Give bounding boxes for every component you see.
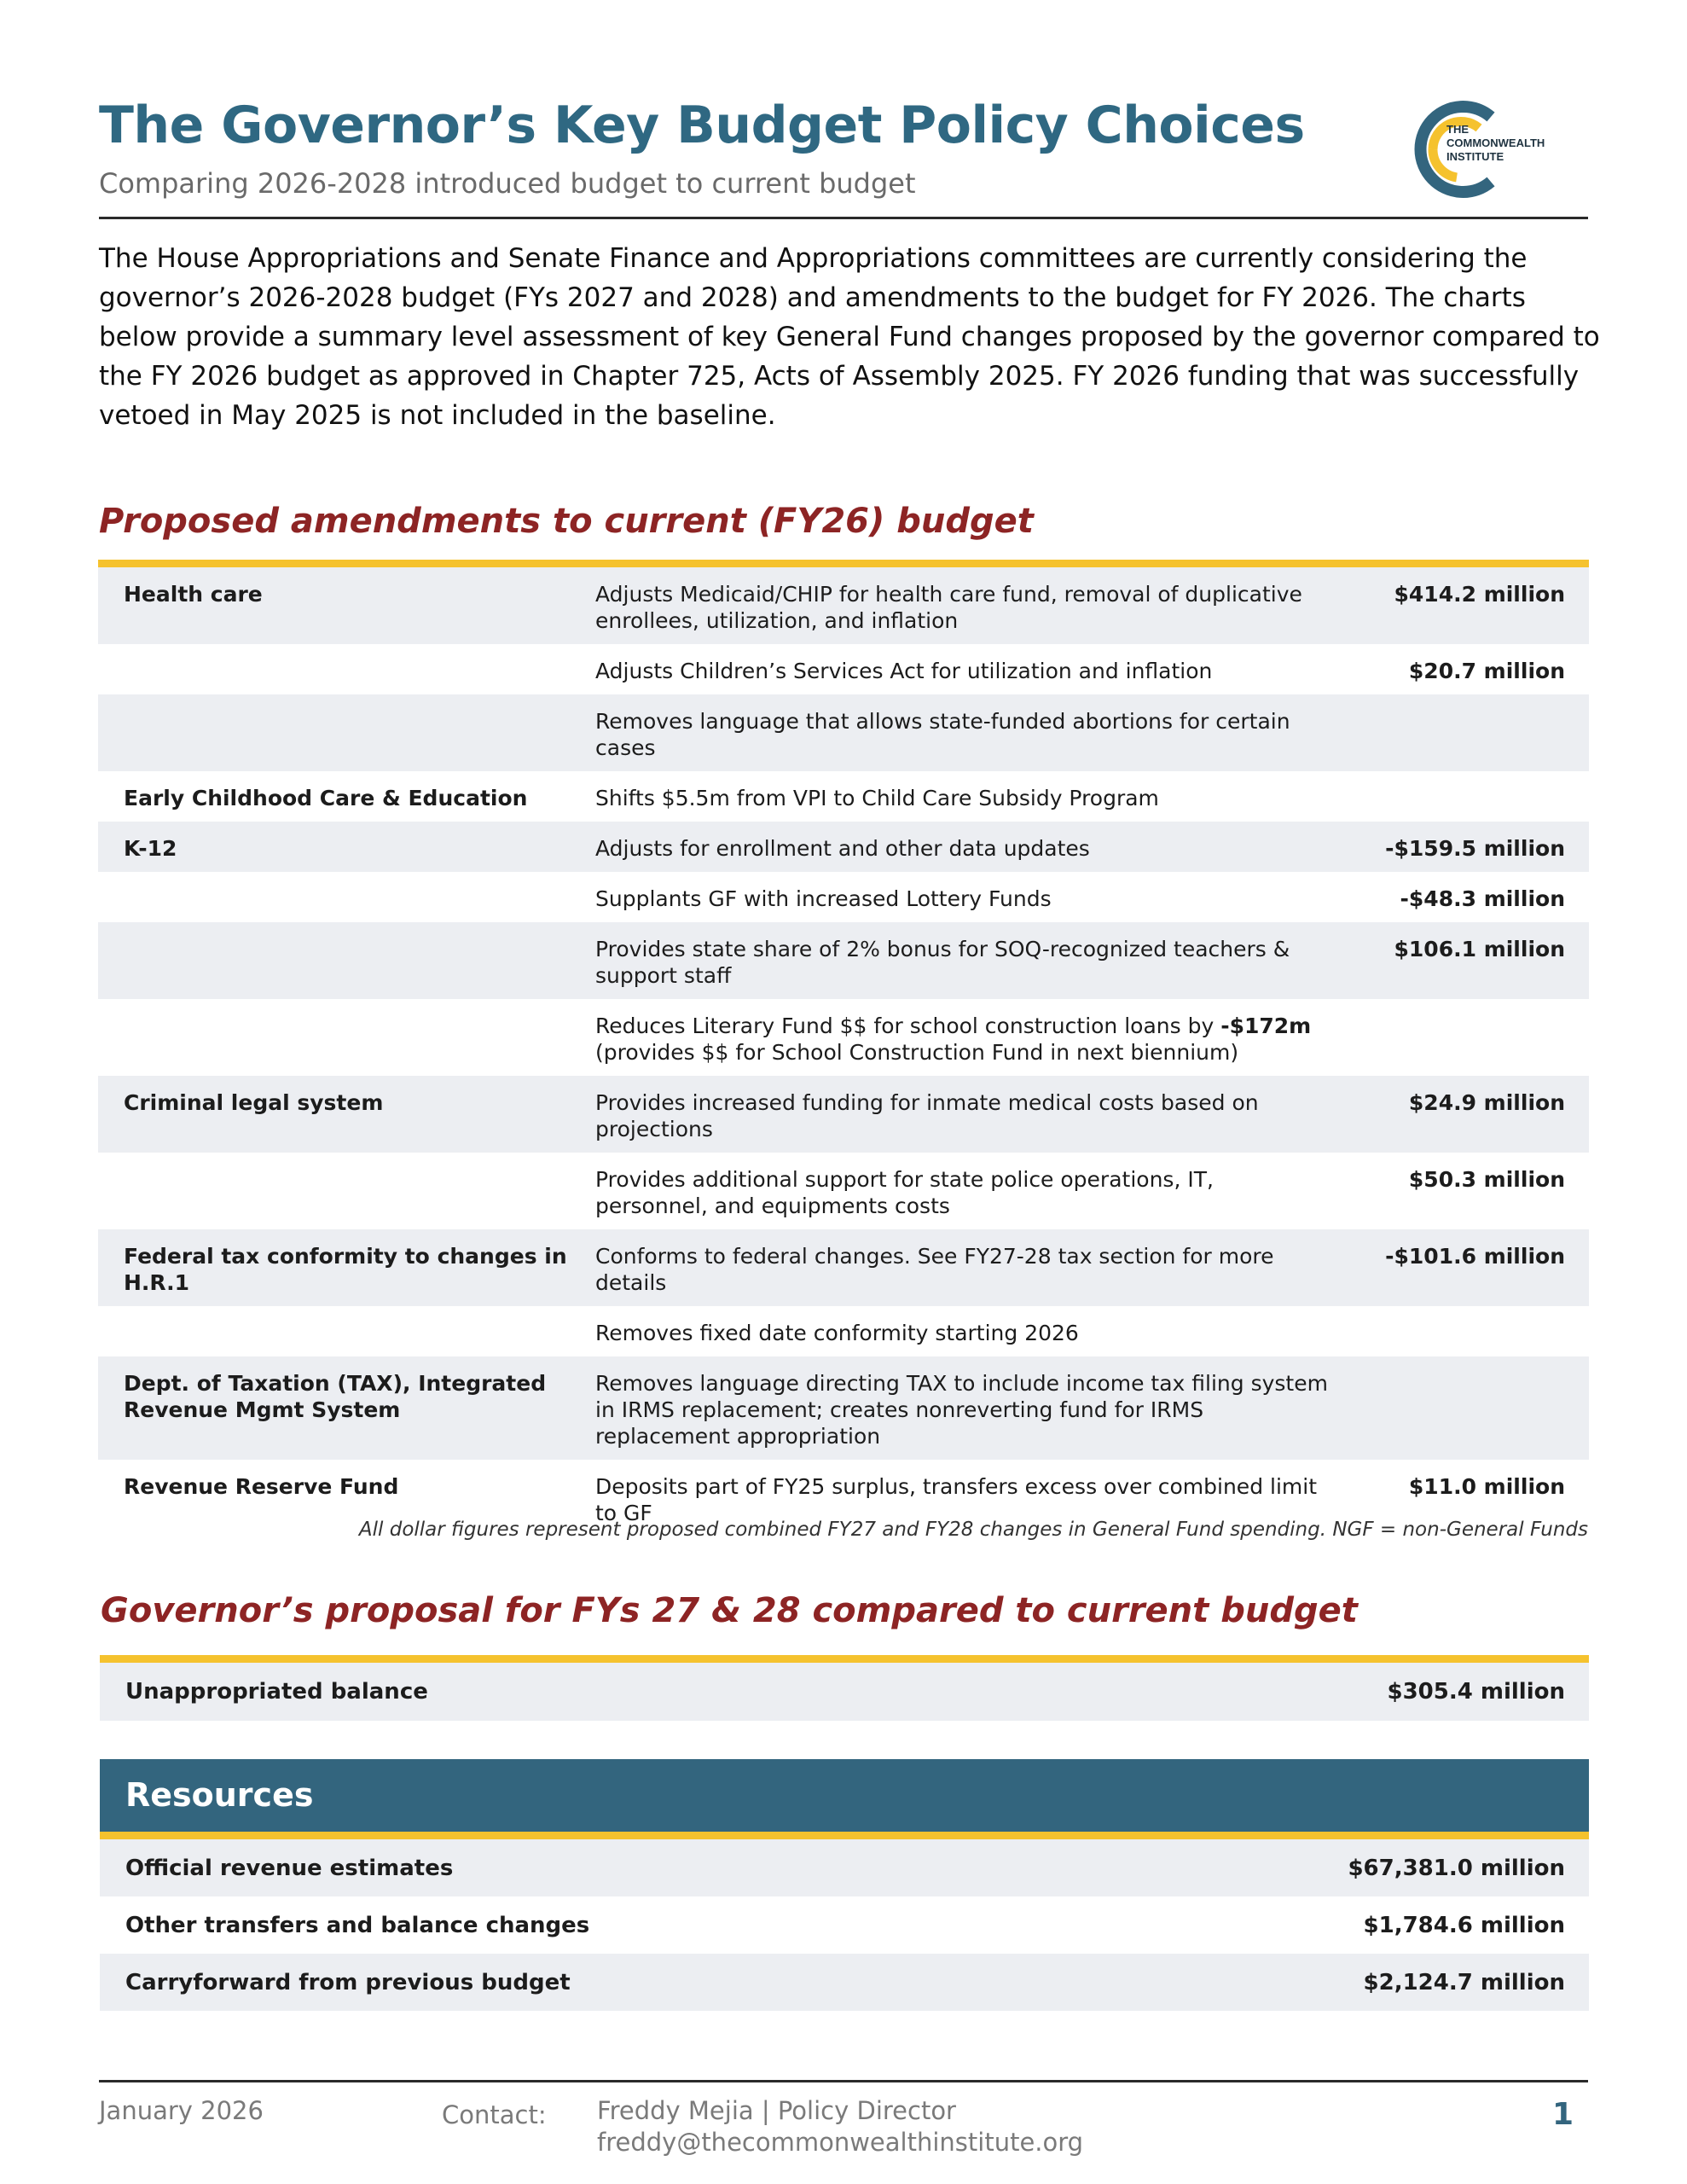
amendment-category: Early Childhood Care & Education <box>124 786 528 810</box>
unappropriated-balance-label: Unappropriated balance <box>125 1679 428 1705</box>
amendment-amount <box>1329 1013 1589 1066</box>
amendment-row <box>98 999 1589 1076</box>
amendment-row <box>98 872 1589 922</box>
amendment-description: Deposits part of FY25 surplus, transfers excess over combined limit to GF <box>595 1474 1317 1525</box>
resource-row <box>100 1839 1589 1896</box>
amendment-amount: $20.7 million <box>1408 659 1565 683</box>
resource-label: Official revenue estimates <box>125 1855 454 1881</box>
page-subtitle: Comparing 2026-2028 introduced budget to current budget <box>99 167 916 200</box>
amendment-category <box>98 1166 595 1219</box>
amendment-category <box>98 658 595 684</box>
footer-contact-email-link[interactable]: freddy@thecommonwealthinstitute.org <box>597 2128 1084 2157</box>
resources-header: Resources <box>100 1759 1589 1832</box>
amendment-description: Conforms to federal changes. See FY27-28 tax section for more details <box>595 1244 1274 1295</box>
amendment-category <box>98 1320 595 1346</box>
amendment-description: Adjusts for enrollment and other data updates <box>595 836 1090 861</box>
resource-amount: $1,784.6 million <box>1363 1912 1565 1938</box>
resources-accent-rule <box>100 1832 1589 1839</box>
amendment-description-emphasis: -$172m <box>1220 1014 1312 1038</box>
amendment-row <box>98 694 1589 771</box>
resource-label: Carryforward from previous budget <box>125 1969 571 1995</box>
resource-label: Other transfers and balance changes <box>125 1912 590 1938</box>
footer-date: January 2026 <box>99 2096 264 2125</box>
logo-wordmark <box>1446 123 1583 164</box>
amendment-category: Revenue Reserve Fund <box>124 1474 399 1499</box>
amendment-description <box>595 1013 1329 1066</box>
page-title: The Governor’s Key Budget Policy Choices <box>99 96 1305 155</box>
logo-line-3: INSTITUTE <box>1446 150 1504 163</box>
unappropriated-balance-row <box>100 1663 1589 1721</box>
commonwealth-institute-logo <box>1407 96 1578 203</box>
proposal-accent-rule <box>100 1655 1589 1663</box>
amendment-row <box>98 567 1589 644</box>
amendment-description: Provides additional support for state police operations, IT, personnel, and equipments costs <box>595 1167 1214 1218</box>
footer-divider <box>99 2080 1588 2082</box>
resources-table <box>100 1839 1589 2011</box>
amendment-amount <box>1329 1320 1589 1346</box>
amendment-description-text: Reduces Literary Fund $$ for school construction loans by <box>595 1014 1221 1038</box>
resource-row <box>100 1954 1589 2011</box>
amendment-description: Supplants GF with increased Lottery Funds <box>595 886 1052 911</box>
amendment-row <box>98 644 1589 694</box>
amendment-category: Health care <box>124 582 263 607</box>
dollar-figures-footnote: All dollar figures represent proposed combined FY27 and FY28 changes in General Fund spending. NGF = non-General Funds <box>358 1519 1588 1541</box>
amendment-category: Criminal legal system <box>124 1090 384 1115</box>
amendment-amount: $11.0 million <box>1408 1474 1565 1499</box>
footer-contact-label: Contact: <box>442 2100 547 2129</box>
logo-line-1: THE <box>1446 123 1469 136</box>
amendments-accent-rule <box>98 560 1589 567</box>
unappropriated-table <box>100 1663 1589 1721</box>
amendment-description: Provides state share of 2% bonus for SOQ-recognized teachers & support staff <box>595 937 1290 988</box>
amendment-amount <box>1329 785 1589 811</box>
amendment-amount <box>1329 1370 1589 1449</box>
amendment-amount: $24.9 million <box>1408 1090 1565 1115</box>
amendment-row <box>98 822 1589 872</box>
amendment-description-text: (provides $$ for School Construction Fund in next biennium) <box>595 1040 1239 1065</box>
amendment-description: Removes language directing TAX to include income tax filing system in IRMS replacement; creates nonreverting fund for IRMS replacement appropriation <box>595 1371 1328 1449</box>
amendment-row <box>98 1076 1589 1153</box>
amendment-row <box>98 1306 1589 1356</box>
amendment-category: Dept. of Taxation (TAX), Integrated Revenue Mgmt System <box>124 1371 547 1422</box>
amendment-description: Shifts $5.5m from VPI to Child Care Subsidy Program <box>595 786 1159 810</box>
amendment-row <box>98 771 1589 822</box>
amendment-description: Provides increased funding for inmate medical costs based on projections <box>595 1090 1259 1141</box>
amendment-category <box>98 936 595 989</box>
amendments-section-title: Proposed amendments to current (FY26) budget <box>99 502 1034 541</box>
amendment-amount: $414.2 million <box>1394 582 1565 607</box>
resource-amount: $67,381.0 million <box>1348 1855 1565 1881</box>
amendment-description: Removes language that allows state-funded abortions for certain cases <box>595 709 1290 760</box>
amendment-amount: -$159.5 million <box>1385 836 1565 861</box>
resource-amount: $2,124.7 million <box>1363 1969 1565 1995</box>
resource-row <box>100 1896 1589 1954</box>
amendment-description: Adjusts Children’s Services Act for utilization and inflation <box>595 659 1213 683</box>
amendment-category <box>98 708 595 761</box>
amendments-table <box>98 567 1589 1536</box>
amendment-row <box>98 922 1589 999</box>
page-number: 1 <box>1552 2097 1574 2132</box>
amendment-amount: -$48.3 million <box>1400 886 1565 911</box>
amendment-amount: -$101.6 million <box>1385 1244 1565 1269</box>
amendment-description: Removes fixed date conformity starting 2026 <box>595 1321 1079 1345</box>
amendment-row <box>98 1153 1589 1229</box>
intro-paragraph: The House Appropriations and Senate Finance and Appropriations committees are currently considering the governor’s 2026-2028 budget (FYs 2027 and 2028) and amendments to the budget for FY 2026. The charts below provide a summary level assessment of key General Fund changes proposed by the governor compared to the FY 2026 budget as approved in Chapter 725, Acts of Assembly 2025. FY 2026 funding that was successfully vetoed in May 2025 is not included in the baseline. <box>99 243 1600 431</box>
unappropriated-balance-amount: $305.4 million <box>1387 1679 1565 1705</box>
amendment-category <box>98 1013 595 1066</box>
amendment-row <box>98 1229 1589 1306</box>
amendment-category: K-12 <box>124 836 177 861</box>
amendment-category: Federal tax conformity to changes in H.R.1 <box>124 1244 567 1295</box>
amendment-row <box>98 1356 1589 1460</box>
amendment-description: Adjusts Medicaid/CHIP for health care fund, removal of duplicative enrollees, utilization, and inflation <box>595 582 1302 633</box>
amendment-amount: $50.3 million <box>1408 1167 1565 1192</box>
footer-contact-name: Freddy Mejia | Policy Director <box>597 2096 956 2125</box>
proposal-section-title: Governor’s proposal for FYs 27 & 28 compared to current budget <box>101 1591 1358 1630</box>
amendment-category <box>98 886 595 912</box>
amendment-amount: $106.1 million <box>1394 937 1565 961</box>
amendment-amount <box>1329 708 1589 761</box>
header-divider <box>99 217 1588 219</box>
logo-line-2: COMMONWEALTH <box>1446 136 1545 149</box>
